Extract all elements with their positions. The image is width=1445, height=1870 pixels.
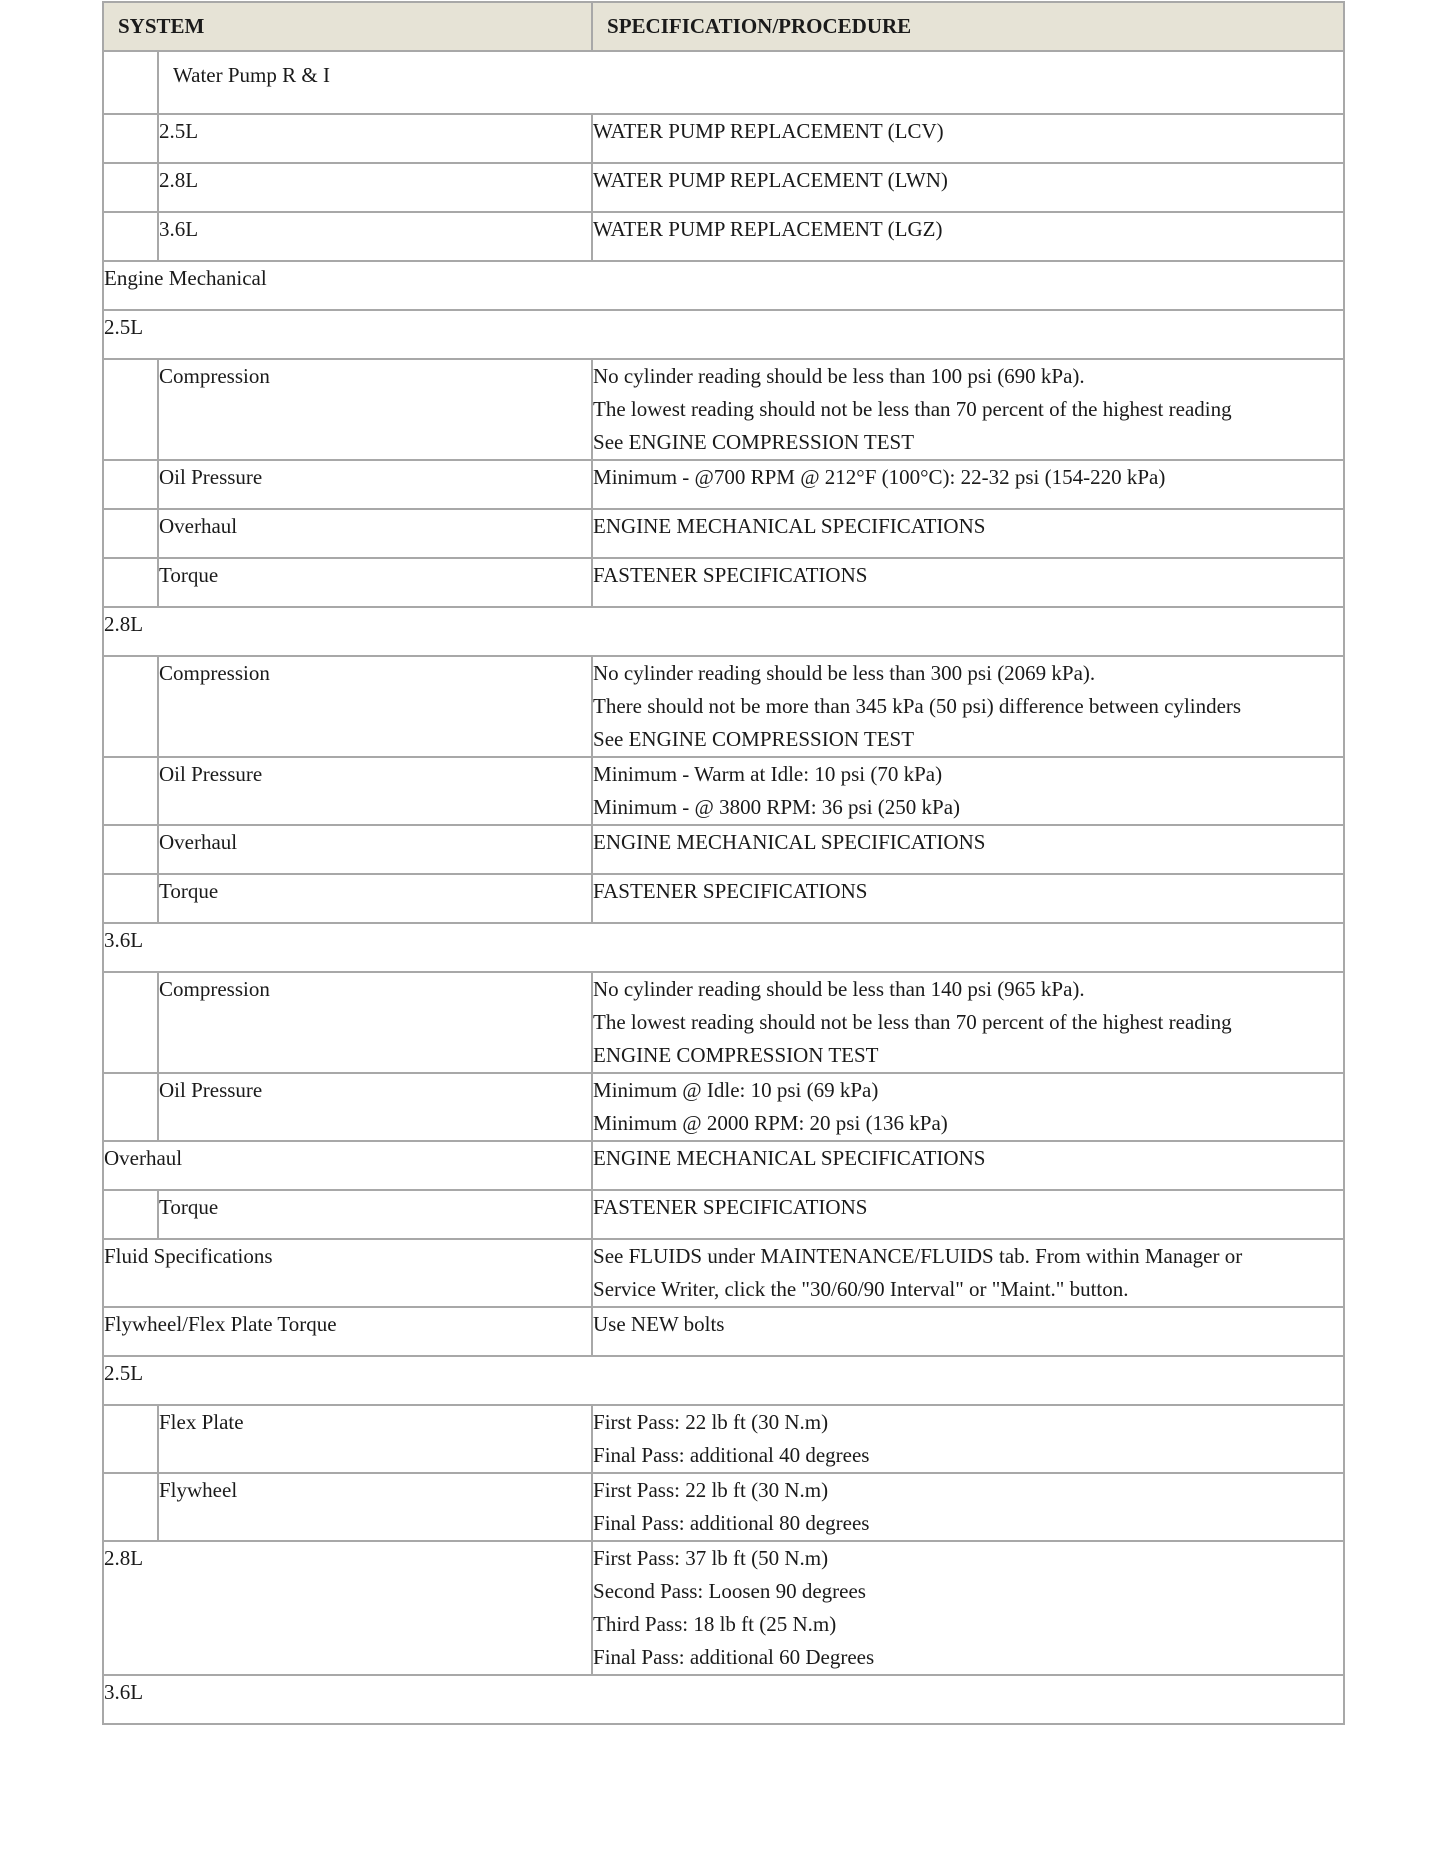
item-label: Torque bbox=[158, 1190, 592, 1239]
section-label-fluid: Fluid Specifications bbox=[103, 1239, 592, 1307]
table-row bbox=[103, 1473, 1344, 1541]
spec-cell bbox=[592, 1239, 1344, 1307]
table-row bbox=[103, 1307, 1344, 1356]
spec-line: Use NEW bolts bbox=[592, 1307, 1344, 1356]
spec-line: Final Pass: additional 60 Degrees bbox=[593, 1645, 875, 1669]
spec-line: The lowest reading should not be less than 70 percent of the highest reading bbox=[593, 1010, 1232, 1034]
spec-line: Third Pass: 18 lb ft (25 N.m) bbox=[593, 1612, 837, 1636]
item-label: Overhaul bbox=[103, 1141, 592, 1190]
item-label: Oil Pressure bbox=[158, 757, 592, 825]
spec-line: First Pass: 37 lb ft (50 N.m) bbox=[593, 1546, 829, 1570]
item-label: Oil Pressure bbox=[158, 1073, 592, 1141]
spec-line: Minimum - Warm at Idle: 10 psi (70 kPa) bbox=[593, 762, 943, 786]
engine-group-label: 2.5L bbox=[103, 1356, 1344, 1405]
table-row bbox=[103, 1190, 1344, 1239]
spec-line: Minimum - @700 RPM @ 212°F (100°C): 22-32 psi (154-220 kPa) bbox=[593, 465, 1166, 489]
spec-link[interactable]: WATER PUMP REPLACEMENT (LWN) bbox=[592, 163, 1344, 212]
spec-cell bbox=[592, 1405, 1344, 1473]
spec-line: Final Pass: additional 40 degrees bbox=[593, 1443, 870, 1467]
spec-line: Service Writer, click the "30/60/90 Interval" or "Maint." button. bbox=[593, 1277, 1129, 1301]
table-row bbox=[103, 1356, 1344, 1405]
engine-label: 3.6L bbox=[158, 212, 592, 261]
spec-link[interactable]: ENGINE COMPRESSION TEST bbox=[593, 1043, 879, 1067]
table-header-row bbox=[103, 2, 1344, 51]
spec-cell bbox=[592, 1473, 1344, 1541]
spec-link[interactable]: WATER PUMP REPLACEMENT (LGZ) bbox=[592, 212, 1344, 261]
table-row bbox=[103, 923, 1344, 972]
item-label: Overhaul bbox=[158, 509, 592, 558]
engine-group-label: 3.6L bbox=[103, 1675, 1344, 1724]
column-header-system: SYSTEM bbox=[103, 2, 592, 51]
spec-line: No cylinder reading should be less than 140 psi (965 kPa). bbox=[593, 977, 1085, 1001]
spec-cell bbox=[592, 656, 1344, 757]
engine-label: 2.8L bbox=[158, 163, 592, 212]
spec-link[interactable]: FASTENER SPECIFICATIONS bbox=[592, 558, 1344, 607]
section-label-water-pump: Water Pump R & I bbox=[158, 51, 1344, 114]
spec-cell bbox=[592, 460, 1344, 509]
spec-link[interactable]: See ENGINE COMPRESSION TEST bbox=[593, 727, 915, 751]
table-row bbox=[103, 261, 1344, 310]
spec-line: Second Pass: Loosen 90 degrees bbox=[593, 1579, 866, 1603]
table-row bbox=[103, 1073, 1344, 1141]
spec-link[interactable]: ENGINE MECHANICAL SPECIFICATIONS bbox=[592, 825, 1344, 874]
spec-line: Minimum - @ 3800 RPM: 36 psi (250 kPa) bbox=[593, 795, 961, 819]
engine-group-label: 2.8L bbox=[103, 607, 1344, 656]
column-header-spec: SPECIFICATION/PROCEDURE bbox=[592, 2, 1344, 51]
table-row bbox=[103, 825, 1344, 874]
spec-cell bbox=[592, 757, 1344, 825]
spec-cell bbox=[592, 972, 1344, 1073]
item-label: Torque bbox=[158, 874, 592, 923]
table-row bbox=[103, 114, 1344, 163]
item-label: Flywheel bbox=[158, 1473, 592, 1541]
specification-table bbox=[102, 1, 1345, 1725]
table-row bbox=[103, 1675, 1344, 1724]
spec-cell bbox=[592, 359, 1344, 460]
table-row bbox=[103, 163, 1344, 212]
item-label: Overhaul bbox=[158, 825, 592, 874]
engine-group-label: 2.8L bbox=[103, 1541, 592, 1675]
spec-line: Final Pass: additional 80 degrees bbox=[593, 1511, 870, 1535]
section-label-engine-mechanical: Engine Mechanical bbox=[103, 261, 1344, 310]
table-row bbox=[103, 972, 1344, 1073]
spec-link[interactable]: WATER PUMP REPLACEMENT (LCV) bbox=[592, 114, 1344, 163]
item-label: Compression bbox=[158, 656, 592, 757]
table-row bbox=[103, 460, 1344, 509]
spec-line: Minimum @ Idle: 10 psi (69 kPa) bbox=[593, 1078, 879, 1102]
table-row bbox=[103, 558, 1344, 607]
spec-link[interactable]: FASTENER SPECIFICATIONS bbox=[592, 874, 1344, 923]
table-row bbox=[103, 1541, 1344, 1675]
table-row bbox=[103, 874, 1344, 923]
spec-link[interactable]: FASTENER SPECIFICATIONS bbox=[592, 1190, 1344, 1239]
table-row bbox=[103, 509, 1344, 558]
item-label: Compression bbox=[158, 359, 592, 460]
engine-group-label: 3.6L bbox=[103, 923, 1344, 972]
table-row bbox=[103, 757, 1344, 825]
spec-line: No cylinder reading should be less than 100 psi (690 kPa). bbox=[593, 364, 1085, 388]
item-label: Torque bbox=[158, 558, 592, 607]
spec-cell bbox=[592, 1073, 1344, 1141]
spec-line: First Pass: 22 lb ft (30 N.m) bbox=[593, 1410, 829, 1434]
engine-label: 2.5L bbox=[158, 114, 592, 163]
table-row bbox=[103, 656, 1344, 757]
table-row bbox=[103, 212, 1344, 261]
table-row bbox=[103, 607, 1344, 656]
item-label: Compression bbox=[158, 972, 592, 1073]
section-label-flywheel: Flywheel/Flex Plate Torque bbox=[103, 1307, 592, 1356]
table-row bbox=[103, 1239, 1344, 1307]
table-row bbox=[103, 1141, 1344, 1190]
spec-line: First Pass: 22 lb ft (30 N.m) bbox=[593, 1478, 829, 1502]
item-label: Flex Plate bbox=[158, 1405, 592, 1473]
table-row bbox=[103, 310, 1344, 359]
engine-group-label: 2.5L bbox=[103, 310, 1344, 359]
table-row bbox=[103, 51, 1344, 114]
spec-link[interactable]: ENGINE MECHANICAL SPECIFICATIONS bbox=[592, 509, 1344, 558]
spec-line: There should not be more than 345 kPa (50 psi) difference between cylinders bbox=[593, 694, 1242, 718]
spec-line: Minimum @ 2000 RPM: 20 psi (136 kPa) bbox=[593, 1111, 948, 1135]
table-row bbox=[103, 359, 1344, 460]
spec-line: See FLUIDS under MAINTENANCE/FLUIDS tab. From within Manager or bbox=[593, 1244, 1243, 1268]
table-row bbox=[103, 1405, 1344, 1473]
spec-cell bbox=[592, 1541, 1344, 1675]
spec-link[interactable]: See ENGINE COMPRESSION TEST bbox=[593, 430, 915, 454]
item-label: Oil Pressure bbox=[158, 460, 592, 509]
spec-line: No cylinder reading should be less than 300 psi (2069 kPa). bbox=[593, 661, 1096, 685]
spec-link[interactable]: ENGINE MECHANICAL SPECIFICATIONS bbox=[592, 1141, 1344, 1190]
spec-line: The lowest reading should not be less than 70 percent of the highest reading bbox=[593, 397, 1232, 421]
